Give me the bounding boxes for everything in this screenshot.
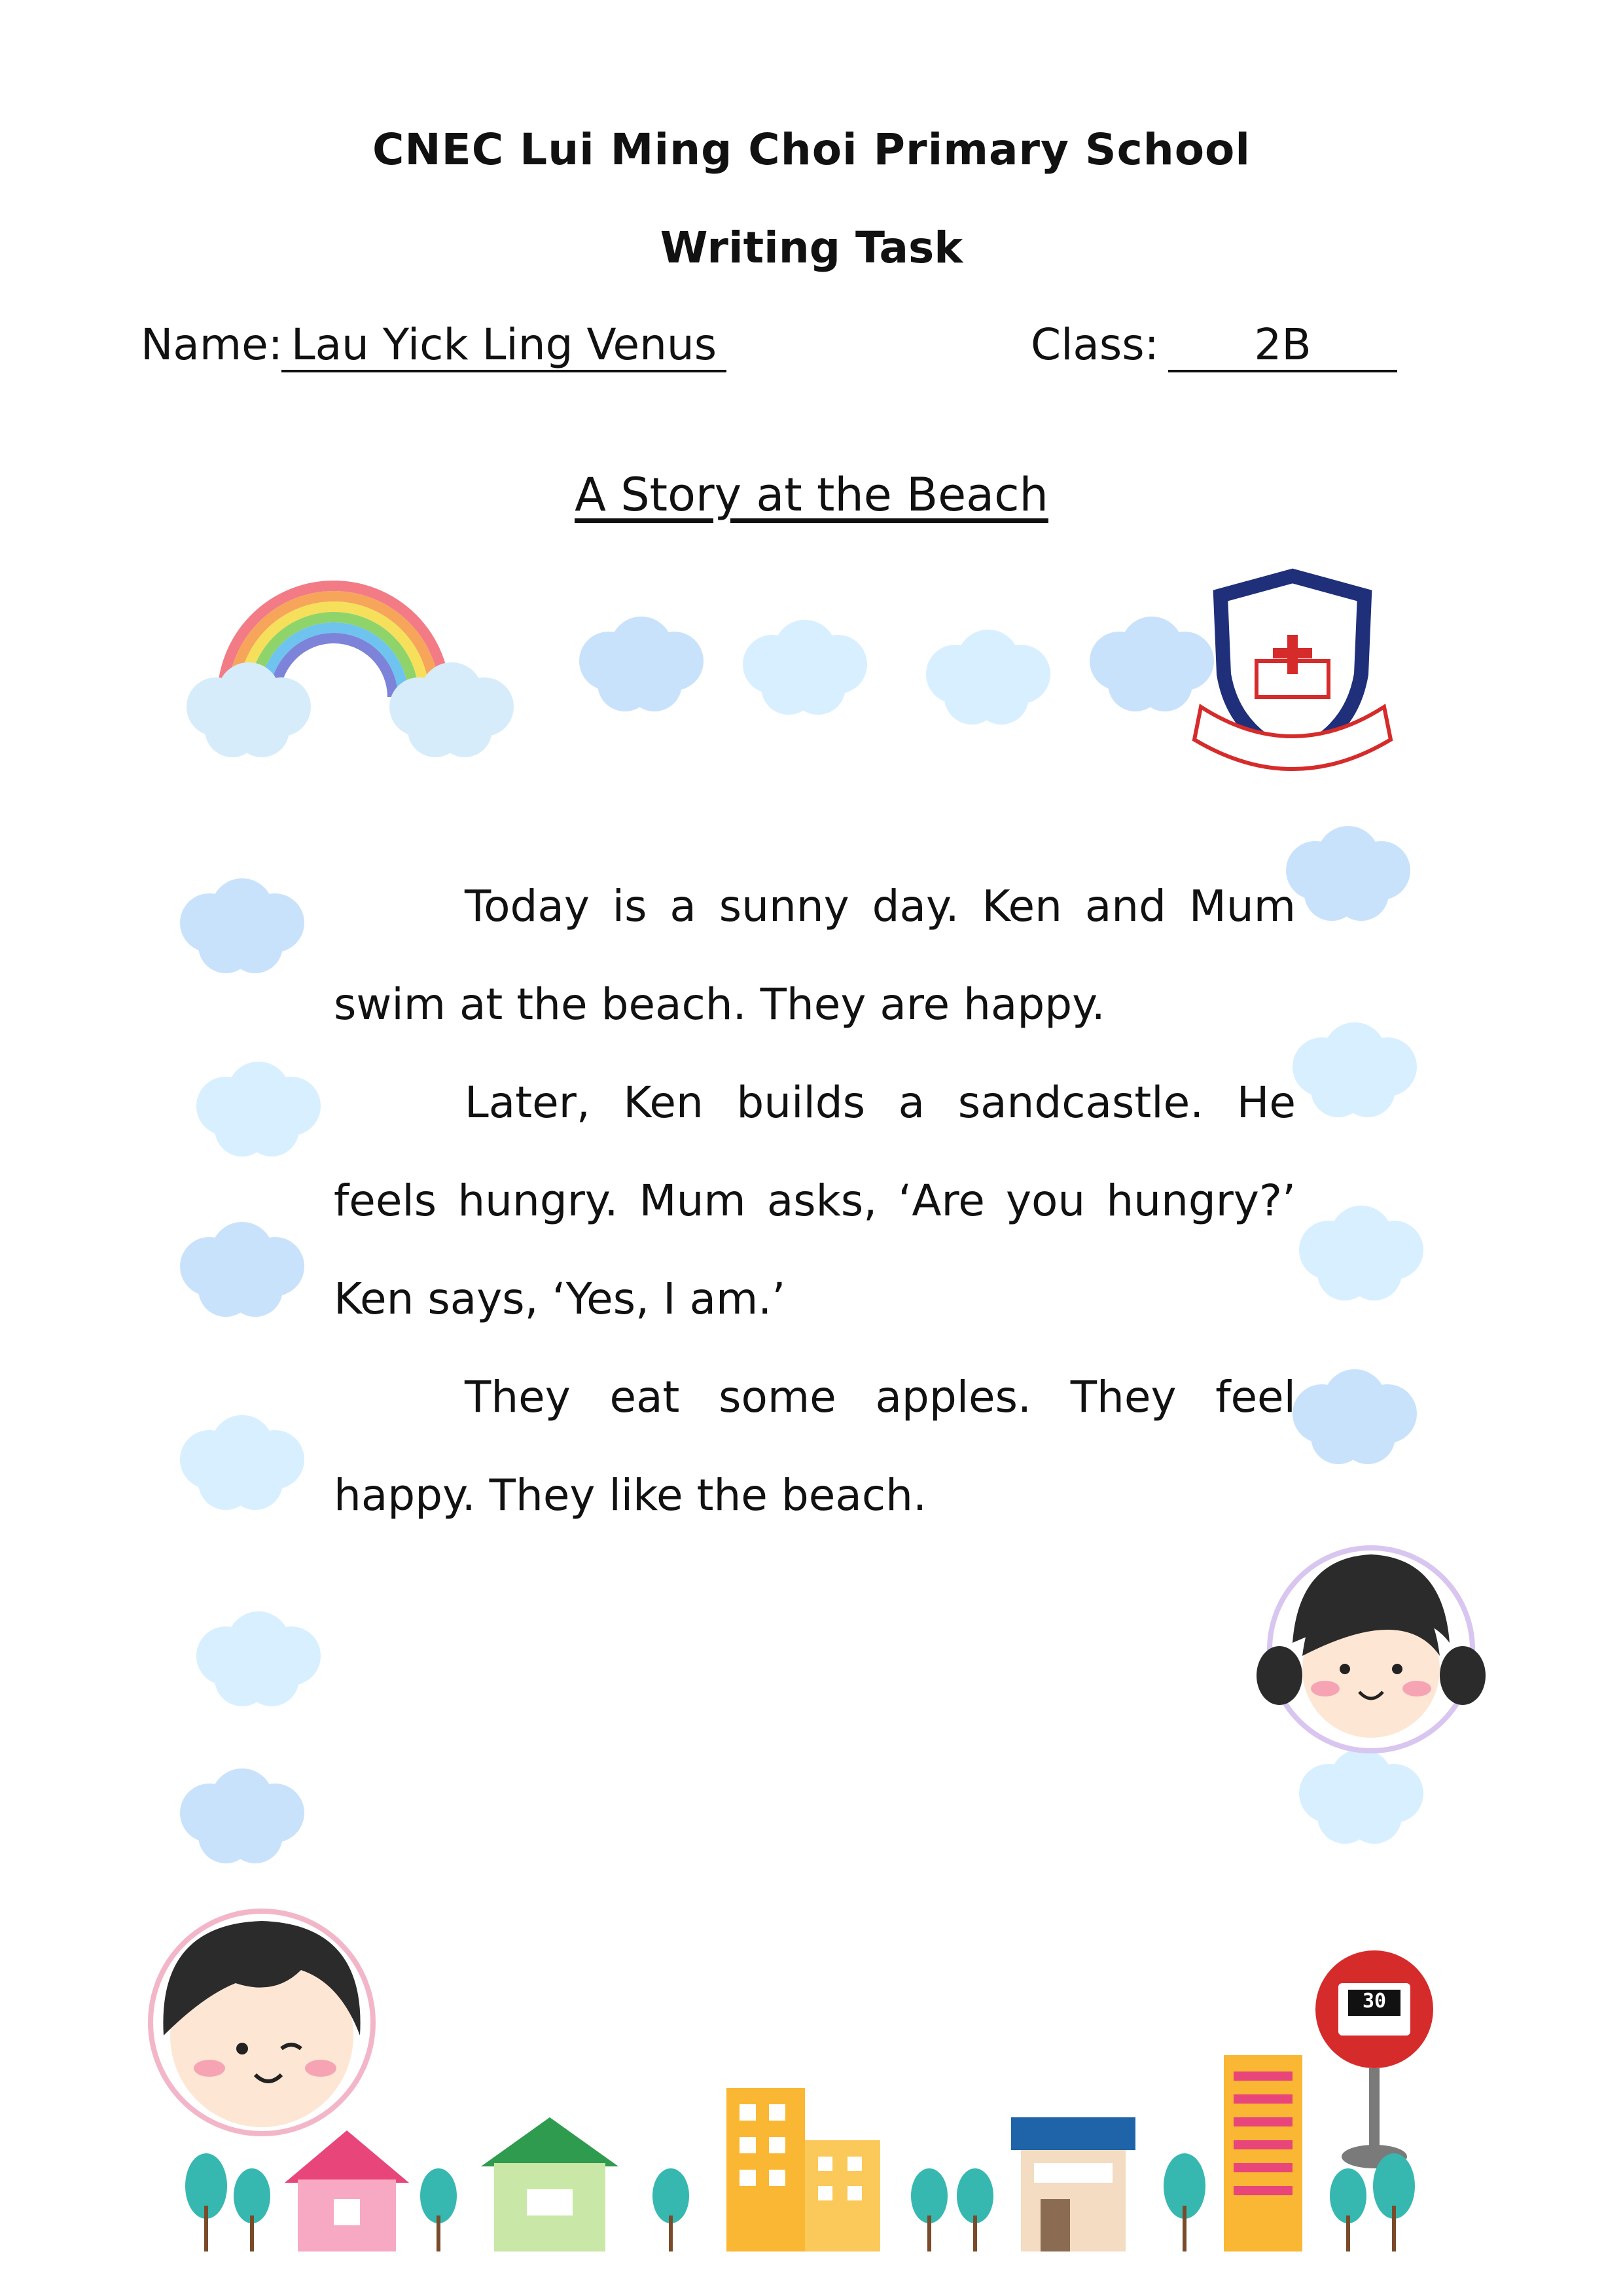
bus-stop-sign-icon — [1315, 1950, 1433, 2168]
story-body — [334, 857, 1296, 1545]
tower-building-icon — [1224, 2055, 1302, 2251]
school-badge-icon — [1194, 576, 1391, 769]
cloud-icon — [187, 662, 311, 757]
cloud-icon — [1090, 617, 1214, 711]
cloud-icon — [196, 1611, 321, 1706]
cloud-icon — [1286, 826, 1410, 921]
school-name: CNEC Lui Ming Choi Primary School — [372, 124, 1251, 175]
name-label: Name: — [141, 319, 283, 370]
cloud-icon — [1293, 1369, 1417, 1464]
cloud-icon — [579, 617, 704, 711]
story-paragraph: Today is a sunny day. Ken and Mum swim at the beach. They are happy. — [334, 881, 1296, 1030]
story-title: A Story at the Beach — [575, 468, 1048, 522]
pink-house-icon — [285, 2130, 409, 2251]
yellow-building-icon — [726, 2088, 880, 2251]
cloud-icon — [180, 1415, 304, 1510]
boy-face-icon — [151, 1911, 373, 2134]
cloud-icon — [743, 620, 867, 715]
bus-stop-number: 30 — [1362, 1990, 1387, 2013]
cloud-icon — [180, 1768, 304, 1863]
cloud-icon — [196, 1062, 321, 1157]
story-paragraph: They eat some apples. They feel happy. They like the beach. — [334, 1372, 1296, 1520]
green-house-icon — [481, 2117, 618, 2251]
girl-face-icon — [1257, 1548, 1486, 1751]
shop-building-icon — [1011, 2117, 1135, 2251]
cloud-icon — [1299, 1749, 1423, 1844]
cloud-icon — [1299, 1206, 1423, 1300]
name-field[interactable]: Lau Yick Ling Venus — [281, 319, 726, 372]
cloud-icon — [180, 1222, 304, 1317]
document-title: Writing Task — [660, 223, 963, 273]
cloud-icon — [1293, 1022, 1417, 1117]
story-paragraph: Later, Ken builds a sandcastle. He feels hungry. Mum asks, ‘Are you hungry?’ Ken says, ‘Yes, I am.’ — [334, 1077, 1296, 1324]
class-label: Class: — [1031, 319, 1159, 370]
cloud-icon — [926, 630, 1050, 725]
class-field[interactable]: 2B — [1168, 319, 1397, 372]
cloud-icon — [180, 878, 304, 973]
